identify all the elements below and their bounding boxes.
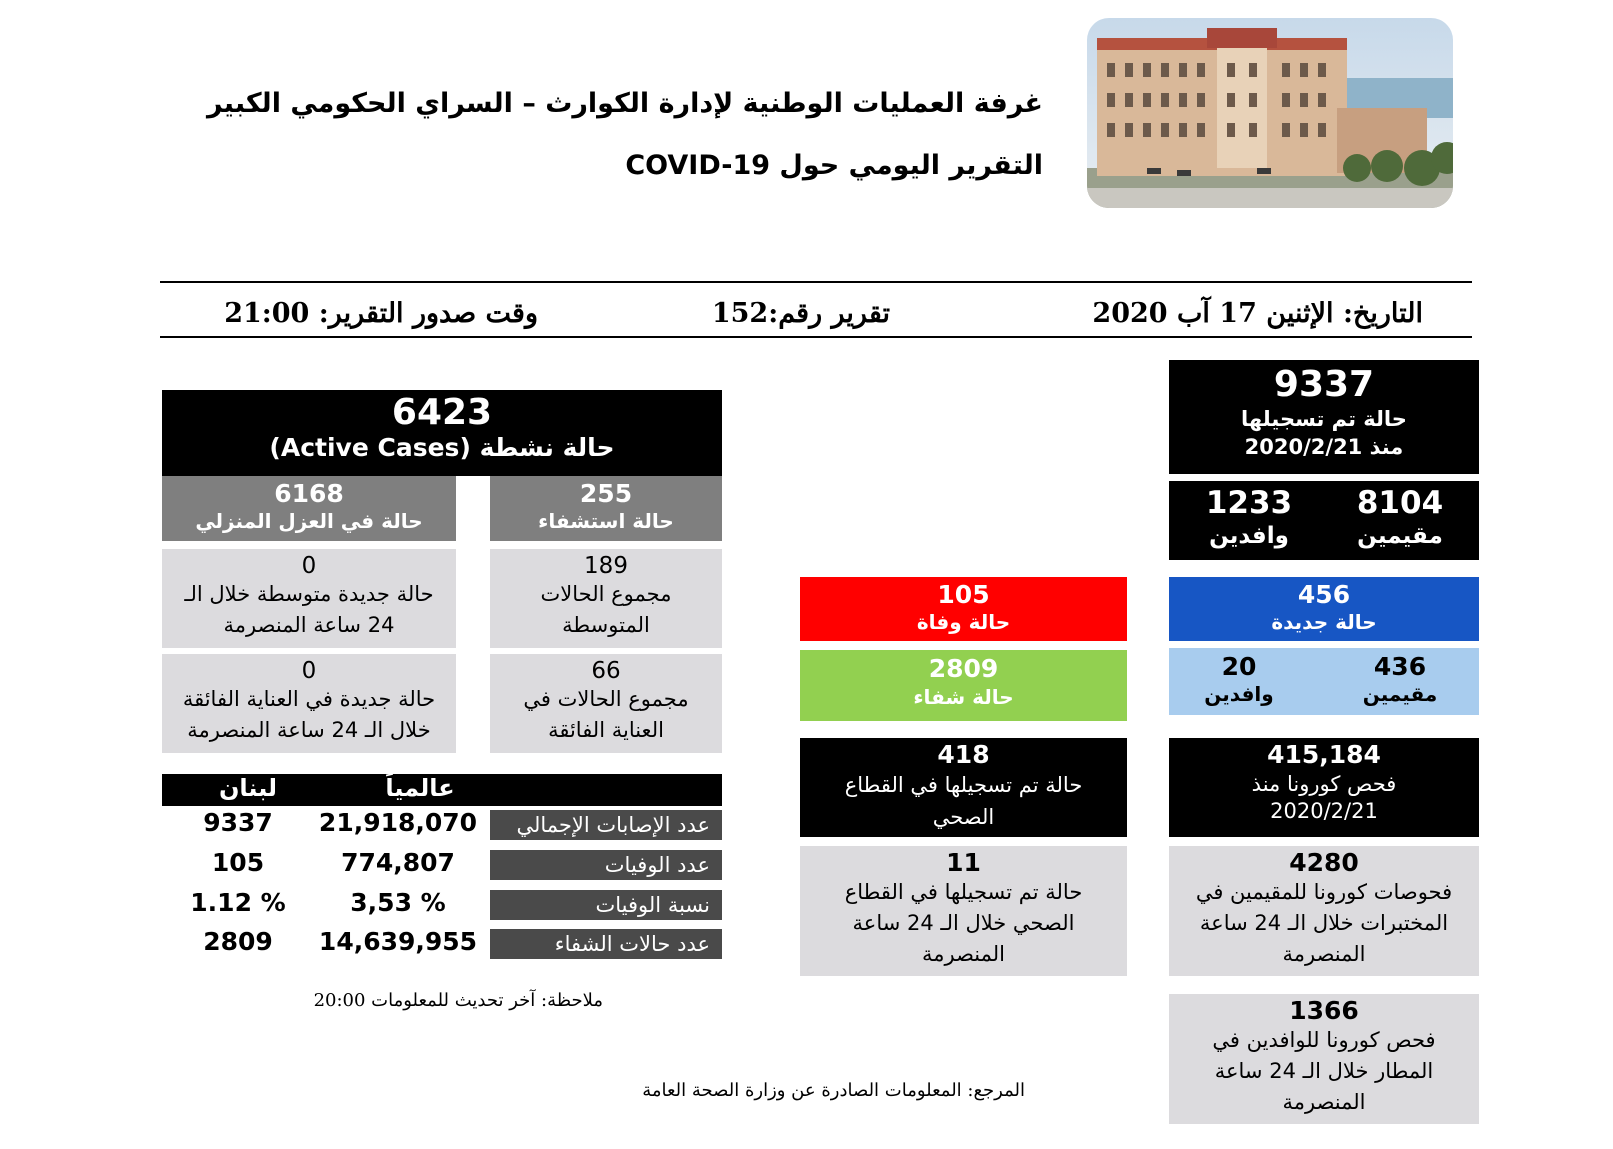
row-death-rate-label: نسبة الوفيات (490, 890, 722, 920)
health-sector-box (800, 738, 1127, 837)
header-rule-top (160, 281, 1472, 283)
row-total-cases-label: عدد الإصابات الإجمالي (490, 810, 722, 840)
health-sector-label: حالة تم تسجيلها في القطاع الصحي (844, 773, 1083, 829)
total-cases-label: حالة تم تسجيلها (1241, 407, 1407, 431)
icu-total-box (490, 654, 722, 753)
icu-new-box (162, 654, 456, 753)
residents-total-value: 8104 (1356, 485, 1444, 521)
report-number: تقرير رقم:152 (711, 298, 890, 329)
hospitalized-label: حالة استشفاء (538, 509, 674, 533)
row-total-cases-lebanon: 9337 (203, 808, 273, 837)
arrivals-total-label: وافدين (1209, 523, 1289, 549)
moderate-new-label: حالة جديدة متوسطة خلال الـ 24 ساعة المنصرمة (184, 582, 434, 637)
moderate-total-label: مجموع الحالات المتوسطة (540, 582, 672, 637)
moderate-total-box (490, 549, 722, 648)
new-cases-label: حالة جديدة (1271, 610, 1377, 634)
resident-tests-box (1169, 846, 1479, 976)
new-residents-value: 436 (1373, 652, 1427, 681)
recoveries-box (800, 650, 1127, 721)
active-cases-value: 6423 (391, 392, 493, 433)
report-date: التاريخ: الإثنين 17 آب 2020 (1092, 298, 1423, 329)
moderate-total-value: 189 (584, 553, 628, 579)
col-world-header: عالمياً (385, 774, 455, 802)
resident-tests-label: فحوصات كورونا للمقيمين في المختبرات خلال الـ 24 ساعة المنصرمة (1195, 880, 1453, 966)
new-arrivals-value: 20 (1221, 652, 1257, 681)
new-residents-label: مقيمين (1362, 682, 1438, 706)
icu-new-value: 0 (301, 658, 317, 684)
row-deaths-label: عدد الوفيات (490, 850, 722, 880)
icu-total-value: 66 (591, 658, 621, 684)
moderate-new-box (162, 549, 456, 648)
row-recoveries-lebanon: 2809 (203, 927, 273, 956)
health-sector-24h-value: 11 (946, 848, 981, 877)
new-cases-box (1169, 577, 1479, 641)
airport-tests-box (1169, 994, 1479, 1124)
row-deaths-world: 774,807 (341, 848, 455, 877)
row-death-rate-world: 3,53 % (350, 888, 446, 917)
tests-total-since: 2020/2/21 (1270, 799, 1378, 823)
hospitalized-value: 255 (579, 479, 633, 508)
deaths-value: 105 (937, 580, 990, 609)
cases-breakdown-box (1169, 481, 1479, 560)
home-isolation-value: 6168 (274, 479, 344, 508)
health-sector-value: 418 (937, 740, 990, 769)
tests-total-box (1169, 738, 1479, 837)
icu-total-label: مجموع الحالات في العناية الفائقة (523, 687, 689, 742)
tests-total-value: 415,184 (1267, 740, 1381, 769)
new-cases-value: 456 (1297, 580, 1351, 609)
health-sector-24h-label: حالة تم تسجيلها في القطاع الصحي خلال الـ 24 ساعة المنصرمة (844, 880, 1083, 966)
home-isolation-label: حالة في العزل المنزلي (195, 509, 423, 533)
header-title: غرفة العمليات الوطنية لإدارة الكوارث – السراي الحكومي الكبير (207, 88, 1043, 119)
arrivals-total-value: 1233 (1205, 485, 1293, 521)
total-cases-box (1169, 360, 1479, 474)
row-death-rate-lebanon: 1.12 % (190, 888, 286, 917)
airport-tests-value: 1366 (1289, 996, 1359, 1025)
icu-new-label: حالة جديدة في العناية الفائقة خلال الـ 24 ساعة المنصرمة (182, 687, 436, 742)
home-isolation-box (162, 476, 456, 541)
header-rule-bottom (160, 336, 1472, 338)
resident-tests-value: 4280 (1289, 848, 1359, 877)
source-note: المرجع: المعلومات الصادرة عن وزارة الصحة العامة (642, 1080, 1025, 1101)
total-cases-since: منذ 2020/2/21 (1244, 435, 1404, 459)
serail-building-photo (1087, 18, 1453, 208)
recoveries-label: حالة شفاء (913, 685, 1014, 709)
deaths-label: حالة وفاة (916, 610, 1011, 634)
row-total-cases-world: 21,918,070 (318, 808, 478, 837)
total-cases-value: 9337 (1273, 364, 1375, 405)
tests-total-label: فحص كورونا منذ (1251, 772, 1397, 796)
moderate-new-value: 0 (301, 553, 317, 579)
row-deaths-lebanon: 105 (211, 848, 265, 877)
health-sector-24h-box (800, 846, 1127, 976)
deaths-box (800, 577, 1127, 641)
row-recoveries-world: 14,639,955 (318, 927, 478, 956)
col-lebanon-header: لبنان (218, 774, 278, 802)
residents-total-label: مقيمين (1357, 523, 1443, 549)
active-cases-box (162, 390, 722, 476)
report-issue-time: وقت صدور التقرير: 21:00 (224, 298, 538, 329)
row-recoveries-label: عدد حالات الشفاء (490, 929, 722, 959)
header-subtitle: التقرير اليومي حول COVID-19 (625, 150, 1043, 181)
recoveries-value: 2809 (928, 654, 999, 683)
new-arrivals-label: وافدين (1204, 682, 1274, 706)
new-cases-breakdown-box (1169, 648, 1479, 715)
active-cases-label: حالة نشطة (Active Cases) (269, 433, 615, 462)
last-update-note: ملاحظة: آخر تحديث للمعلومات 20:00 (313, 990, 603, 1011)
airport-tests-label: فحص كورونا للوافدين في المطار خلال الـ 24 ساعة المنصرمة (1212, 1028, 1436, 1114)
hospitalized-box (490, 476, 722, 541)
